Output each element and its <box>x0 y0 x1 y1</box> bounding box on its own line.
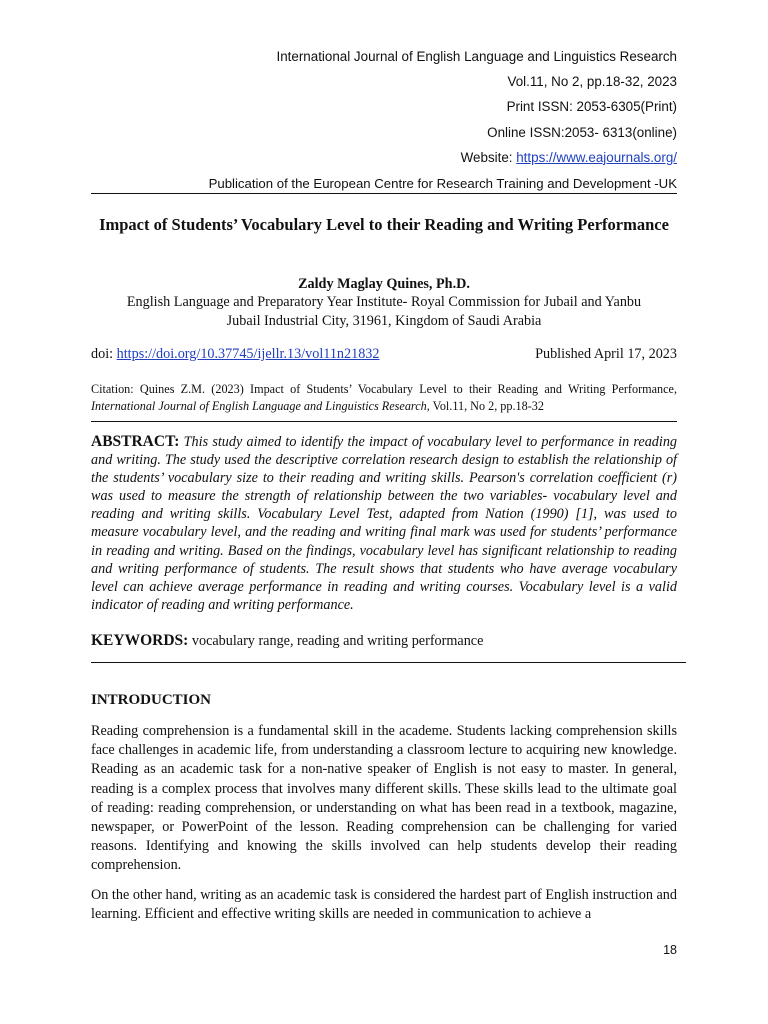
section-divider <box>91 662 686 663</box>
abstract-label: ABSTRACT: <box>91 433 180 450</box>
introduction-heading: INTRODUCTION <box>91 692 212 708</box>
print-issn: Print ISSN: 2053-6305(Print) <box>506 99 677 115</box>
keywords <box>91 632 677 650</box>
keywords-label: KEYWORDS: <box>91 632 189 649</box>
abstract-text: This study aimed to identify the impact of vocabulary level to performance in reading and writing. The study used the descriptive correlation research design to establish the relationship of the students’ vocabulary size to their reading and writing skills. Pearson's correlation coefficient (r) was used to measure the strength of relationship between the two variables- vocabulary level and reading and writing skills. Vocabulary Level Test, adapted from Nation (1990) [1], was used to measure vocabulary level, and the reading and writing final mark was used for students’ performance in reading and writing. Based on the findings, vocabulary level has significant relationship to reading and writing performance of students. The result shows that students who have average vocabulary level can achieve average performance in reading and writing courses. Vocabulary level is a valid indicator of reading and writing performance. <box>91 434 678 613</box>
intro-paragraph-2: On the other hand, writing as an academic task is considered the hardest part of English instruction and learning. Efficient and effective writing skills are needed in communication to achieve a <box>91 887 677 923</box>
affiliation-line-2: Jubail Industrial City, 31961, Kingdom of Saudi Arabia <box>226 313 542 329</box>
citation-journal: International Journal of English Language and Linguistics Research <box>91 399 427 413</box>
page-number: 18 <box>663 943 677 957</box>
keywords-text: vocabulary range, reading and writing performance <box>191 633 484 649</box>
volume-info: Vol.11, No 2, pp.18-32, 2023 <box>507 74 677 90</box>
publication-line: Publication of the European Centre for Research Training and Development -UK <box>91 176 677 194</box>
doi-row <box>91 346 677 363</box>
citation-text: Citation: Quines Z.M. (2023) Impact of Students’ Vocabulary Level to their Reading and Writing Performance, <box>91 382 677 396</box>
citation <box>91 381 677 422</box>
affiliation-line-1: English Language and Preparatory Year Institute- Royal Commission for Jubail and Yanbu <box>126 294 642 310</box>
intro-paragraph-1: Reading comprehension is a fundamental skill in the academe. Students lacking comprehension skills face challenges in academic life, from understanding a classroom lecture to acquiring new knowledge. Reading as an academic task for a non-native speaker of English is not easy to master. In general, reading is a complex process that involves many different skills. These skills lead to the ultimate goal of reading: reading comprehension, or understanding on what has been read in a textbook, magazine, newspaper, or PowerPoint of the lesson. Reading comprehension can be challenging for varied reasons. Identifying and knowing the skills involved can help students develop their reading comprehension. <box>91 723 677 874</box>
published-date: Published April 17, 2023 <box>535 346 677 362</box>
paper-title: Impact of Students’ Vocabulary Level to their Reading and Writing Performance <box>99 215 669 234</box>
website-label: Website: <box>460 149 517 165</box>
website-link[interactable]: https://www.eajournals.org/ <box>516 149 677 165</box>
doi <box>91 346 380 363</box>
author-name: Zaldy Maglay Quines, Ph.D. <box>298 276 470 292</box>
website-line <box>277 145 678 170</box>
online-issn: Online ISSN:2053- 6313(online) <box>487 124 677 140</box>
journal-header <box>277 44 678 170</box>
journal-name: International Journal of English Language and Linguistics Research <box>276 49 677 64</box>
abstract <box>91 433 677 614</box>
citation-tail: , Vol.11, No 2, pp.18-32 <box>426 399 544 413</box>
doi-label: doi: <box>91 346 117 362</box>
affiliation <box>91 293 677 331</box>
doi-link[interactable]: https://doi.org/10.37745/ijellr.13/vol11n21832 <box>116 346 380 362</box>
